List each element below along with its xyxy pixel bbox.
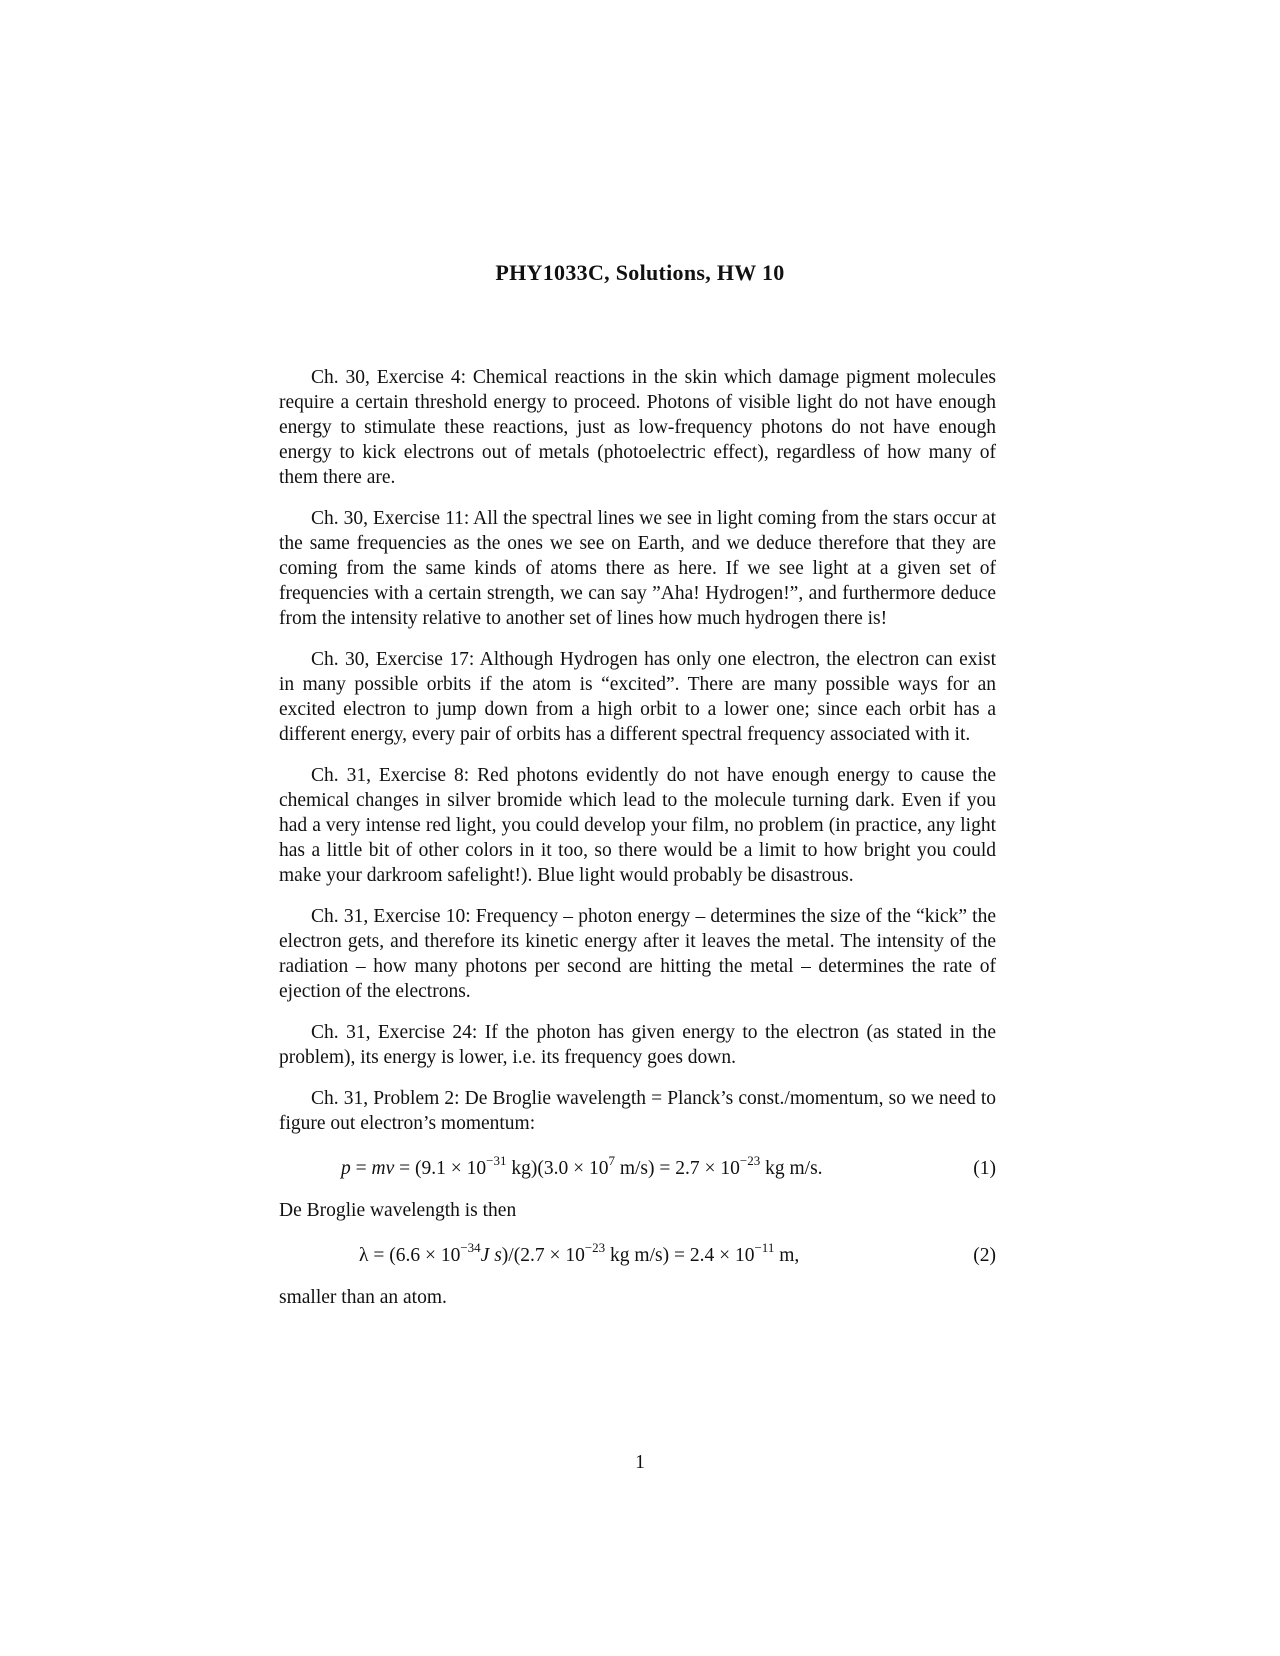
paragraph-ch31-ex10: Ch. 31, Exercise 10: Frequency – photon energy – determines the size of the “kick” the electron gets, and therefore its kinetic energy after it leaves the metal. The intensity of the radiation – how many photons per second are hitting the metal – determines the rate of ejection of the electrons. xyxy=(279,906,996,1002)
page-number: 1 xyxy=(635,1452,645,1473)
page-title: PHY1033C, Solutions, HW 10 xyxy=(495,260,785,285)
paragraph-ch31-prob2: Ch. 31, Problem 2: De Broglie wavelength = Planck’s const./momentum, so we need to figure out electron’s momentum: xyxy=(279,1088,996,1134)
paragraph-ch30-ex4: Ch. 30, Exercise 4: Chemical reactions in the skin which damage pigment molecules require a certain threshold energy to proceed. Photons of visible light do not have enough energy to stimulate these reactions, just as low-frequency photons do not have enough energy to kick electrons out of metals (photoelectric effect), regardless of how many of them there are. xyxy=(279,367,996,488)
equation-momentum xyxy=(279,1150,996,1184)
equation-number-2: (2) xyxy=(973,1245,996,1266)
equation-wavelength-body: $\lambda = (6.6 \times 10^{-34}J$ $s)/(2.7 \times 10^{-23}$ kg $m/s) = 2.4 \times 10^{-11}$ m, xyxy=(359,1240,800,1266)
equation-number-1: (1) xyxy=(973,1158,996,1179)
paragraph-ch30-ex17: Ch. 30, Exercise 17: Although Hydrogen has only one electron, the electron can exist in many possible orbits if the atom is “excited”. There are many possible ways for an excited electron to jump down from a high orbit to a lower one; since each orbit has a different energy, every pair of orbits has a different spectral frequency associated with it. xyxy=(279,649,996,745)
equation-momentum-body: p = mv = ($9.1 \times 10^{-31}$ $kg)(3.0 \times 10^7$ $m/s) = 2.7 \times 10^{-23}$ kg m/s. xyxy=(341,1153,823,1179)
paragraph-ch30-ex11: Ch. 30, Exercise 11: All the spectral lines we see in light coming from the stars occur at the same frequencies as the ones we see on Earth, and we deduce therefore that they are coming from the same kinds of atoms there as here. If we see light at a given set of frequencies with a certain strength, we can say ”Aha! Hydrogen!”, and furthermore deduce from the intensity relative to another set of lines how much hydrogen there is! xyxy=(279,508,996,629)
paragraph-ch31-ex8: Ch. 31, Exercise 8: Red photons evidently do not have enough energy to cause the chemical changes in silver bromide which lead to the molecule turning dark. Even if you had a very intense red light, you could develop your film, no problem (in practice, any light has a little bit of other colors in it too, so there would be a limit to how bright you could make your darkroom safelight!). Blue light would probably be disastrous. xyxy=(279,765,996,886)
paragraph-ch31-ex24: Ch. 31, Exercise 24: If the photon has given energy to the electron (as stated in the problem), its energy is lower, i.e. its frequency goes down. xyxy=(279,1022,996,1068)
paragraph-closing: smaller than an atom. xyxy=(279,1287,447,1308)
equation-wavelength xyxy=(279,1237,996,1271)
document-body xyxy=(279,365,996,1310)
paragraph-wavelength-intro: De Broglie wavelength is then xyxy=(279,1200,517,1221)
